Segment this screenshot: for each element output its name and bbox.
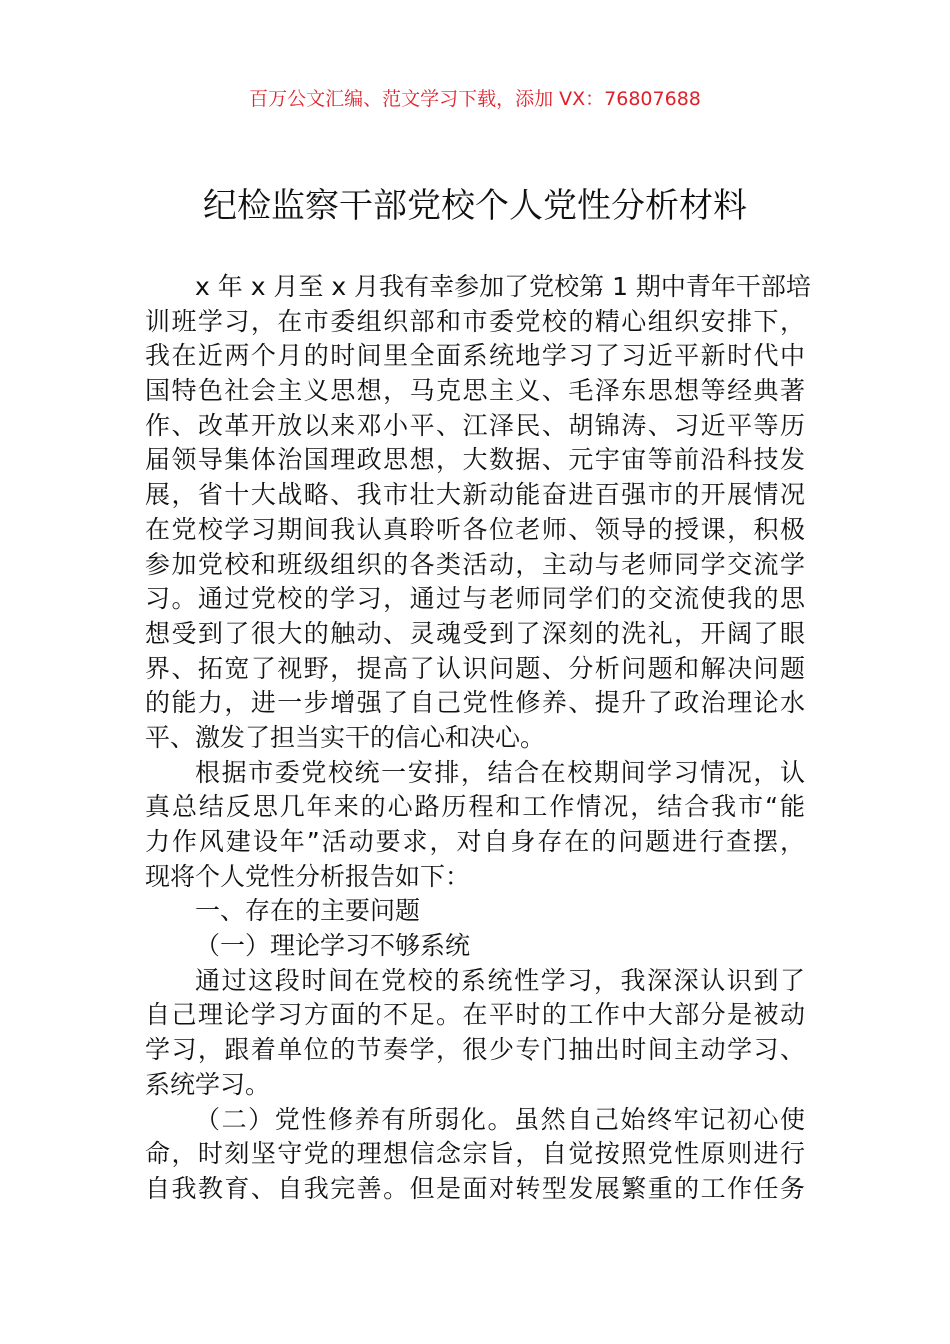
text-line: 自己理论学习方面的不足。在平时的工作中大部分是被动 [145,1000,805,1030]
text-line: 界、拓宽了视野，提高了认识问题、分析问题和解决问题 [145,653,805,683]
text-line: 国特色社会主义思想，马克思主义、毛泽东思想等经典著 [145,376,805,406]
watermark-banner: 百万公文汇编、范文学习下载，添加 VX：76807688 [249,88,701,110]
text-line: （二）党性修养有所弱化。虽然自己始终牢记初心使 [195,1104,805,1134]
text-line: 作、改革开放以来邓小平、江泽民、胡锦涛、习近平等历 [145,410,805,440]
text-line: 系统学习。 [145,1069,271,1099]
text-line: 命，时刻坚守党的理想信念宗旨，自觉按照党性原则进行 [145,1139,805,1169]
document-body [145,270,811,1207]
text-line: 训班学习，在市委组织部和市委党校的精心组织安排下， [145,306,805,336]
text-line: 届领导集体治国理政思想，大数据、元宇宙等前沿科技发 [145,445,805,475]
text-line: 的能力，进一步增强了自己党性修养、提升了政治理论水 [145,688,805,718]
text-line: 参加党校和班级组织的各类活动，主动与老师同学交流学 [145,549,805,579]
text-line: 通过这段时间在党校的系统性学习，我深深认识到了 [195,965,805,995]
paragraph [145,756,805,895]
text-line: 想受到了很大的触动、灵魂受到了深刻的洗礼，开阔了眼 [145,618,805,648]
text-line: 我在近两个月的时间里全面系统地学习了习近平新时代中 [145,341,805,371]
text-line: 学习，跟着单位的节奏学，很少专门抽出时间主动学习、 [145,1035,805,1065]
text-line: x 年 x 月至 x 月我有幸参加了党校第 1 期中青年干部培 [195,272,811,301]
text-line: （一）理论学习不够系统 [195,931,471,961]
text-line: 一、存在的主要问题 [195,896,421,926]
paragraph [145,1103,805,1207]
paragraph [145,270,811,756]
text-line: 展，省十大战略、我市壮大新动能奋进百强市的开展情况 [145,480,805,510]
document-title: 纪检监察干部党校个人党性分析材料 [203,186,747,226]
text-line: 真总结反思几年来的心路历程和工作情况，结合我市“能 [145,792,805,822]
text-line: 根据市委党校统一安排，结合在校期间学习情况，认 [195,757,805,787]
text-line: 习。通过党校的学习，通过与老师同学们的交流使我的思 [145,584,805,614]
text-line: 现将个人党性分析报告如下： [145,861,471,891]
paragraph [145,894,805,929]
text-line: 在党校学习期间我认真聆听各位老师、领导的授课，积极 [145,514,805,544]
text-line: 平、激发了担当实干的信心和决心。 [145,722,546,752]
paragraph [145,929,805,964]
text-line: 自我教育、自我完善。但是面对转型发展繁重的工作任务 [145,1173,805,1203]
text-line: 力作风建设年”活动要求，对自身存在的问题进行查摆， [145,827,805,856]
paragraph [145,964,805,1103]
